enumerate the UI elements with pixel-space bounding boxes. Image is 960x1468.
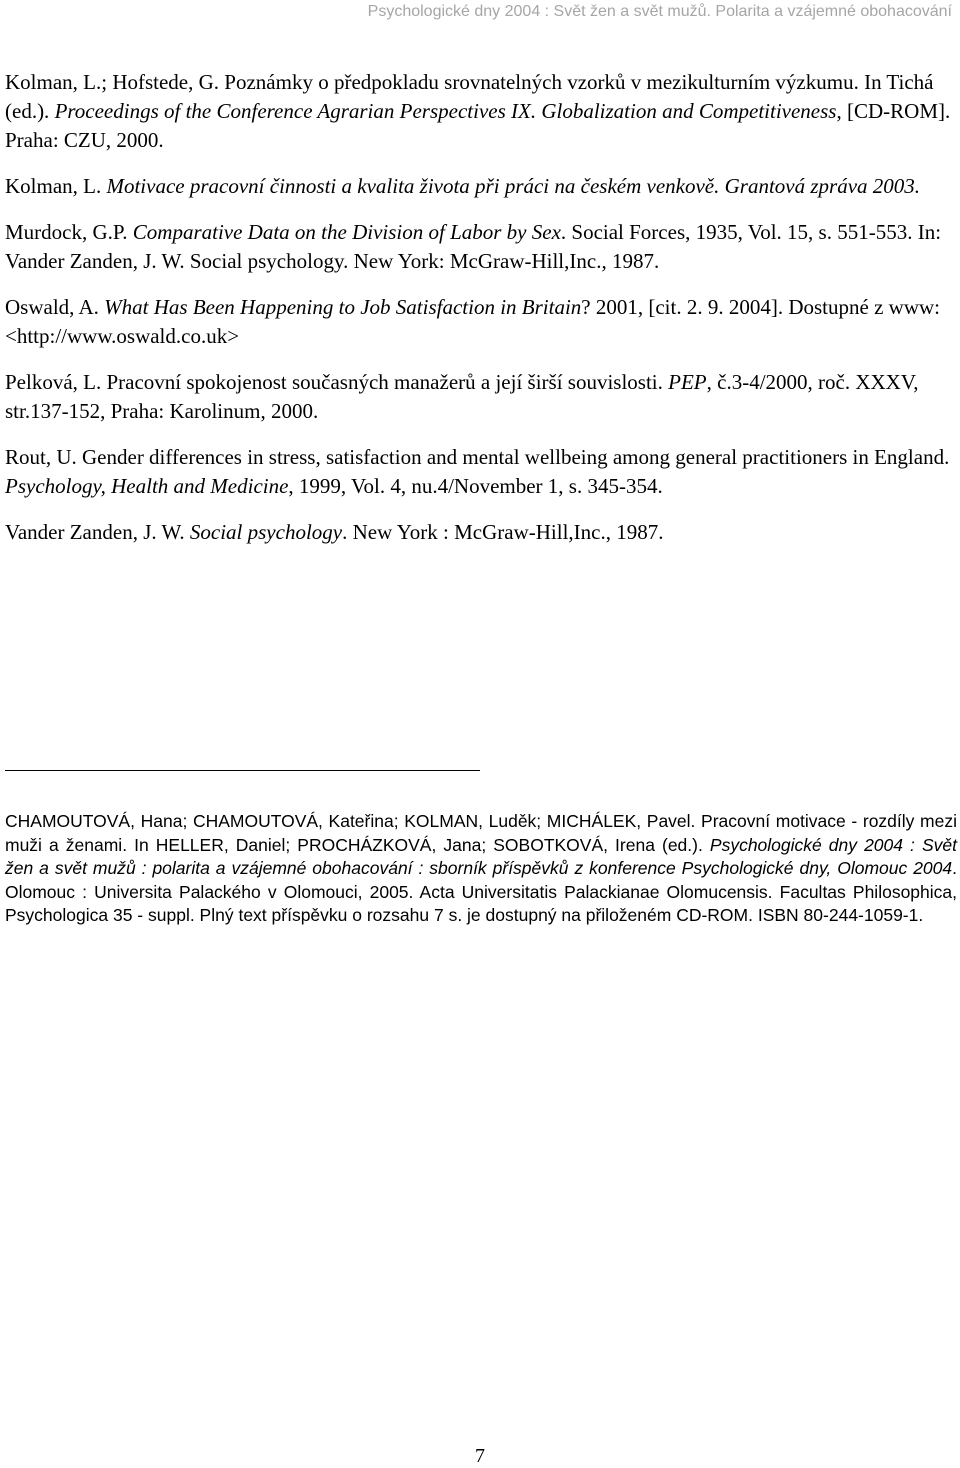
citation-text: . Olomouc : Universita Palackého v Olomouci, 2005. Acta Universitatis Palackianae Olomucensis. Facultas Philosophica, Psychologica 35 - suppl. Plný text příspěvku o rozsahu 7 s. je dostupný na přiloženém CD-ROM. ISBN 80-244-1059-1. [5, 858, 957, 925]
footnote-divider [5, 770, 480, 771]
reference-text: Oswald, A. [5, 295, 105, 319]
reference-text: Vander Zanden, J. W. [5, 520, 190, 544]
reference-text: , [CD-ROM]. Praha: CZU, 2000. [5, 99, 951, 152]
reference-text: Pelková, L. Pracovní spokojenost současných manažerů a její širší souvislosti. [5, 370, 669, 394]
reference-text: Kolman, L.; Hofstede, G. Poznámky o předpokladu srovnatelných vzorků v mezikulturním výzkumu. In Tichá (ed.). [5, 70, 934, 123]
reference-item [5, 518, 955, 547]
reference-item [5, 368, 955, 426]
reference-text: . New York : McGraw-Hill,Inc., 1987. [342, 520, 664, 544]
reference-text: , č.3-4/2000, roč. XXXV, str.137-152, Praha: Karolinum, 2000. [5, 370, 919, 423]
reference-title: Psychology, Health and Medicine [5, 474, 289, 498]
reference-text: ? 2001, [cit. 2. 9. 2004]. Dostupné z www: <http://www.oswald.co.uk> [5, 295, 940, 348]
reference-list [5, 68, 955, 547]
reference-text: Murdock, G.P. [5, 220, 133, 244]
reference-title: What Has Been Happening to Job Satisfaction in Britain [104, 295, 582, 319]
reference-title: Comparative Data on the Division of Labor by Sex [132, 220, 561, 244]
citation-title: Psychologické dny 2004 : Svět žen a svět mužů : polarita a vzájemné obohacování : sborník příspěvků z konference Psychologické dny, Olomouc 2004 [5, 834, 957, 878]
reference-title: PEP [668, 370, 707, 394]
reference-title: Proceedings of the Conference Agrarian Perspectives IX. Globalization and Competitiveness [54, 99, 837, 123]
citation-footnote [5, 810, 957, 928]
running-header: Psychologické dny 2004 : Svět žen a svět mužů. Polarita a vzájemné obohacování [367, 3, 952, 20]
reference-text: Kolman, L. [5, 174, 107, 198]
reference-title: Motivace pracovní činnosti a kvalita života při práci na českém venkově. Grantová zpráva 2003. [106, 174, 921, 198]
reference-text: . Social Forces, 1935, Vol. 15, s. 551-553. In: Vander Zanden, J. W. Social psychology. New York: McGraw-Hill,Inc., 1987. [5, 220, 942, 273]
citation-text: CHAMOUTOVÁ, Hana; CHAMOUTOVÁ, Kateřina; KOLMAN, Luděk; MICHÁLEK, Pavel. Pracovní motivace - rozdíly mezi muži a ženami. In HELLER, Daniel; PROCHÁZKOVÁ, Jana; SOBOTKOVÁ, Irena (ed.). [5, 811, 957, 855]
reference-item [5, 293, 955, 351]
page-number: 7 [475, 1445, 485, 1467]
reference-text: Rout, U. Gender differences in stress, satisfaction and mental wellbeing among general practitioners in England. [5, 445, 950, 469]
reference-text: , 1999, Vol. 4, nu.4/November 1, s. 345-354. [288, 474, 663, 498]
reference-item [5, 218, 955, 276]
reference-title: Social psychology [189, 520, 343, 544]
reference-item [5, 68, 955, 155]
reference-item [5, 443, 955, 501]
reference-item [5, 172, 955, 201]
